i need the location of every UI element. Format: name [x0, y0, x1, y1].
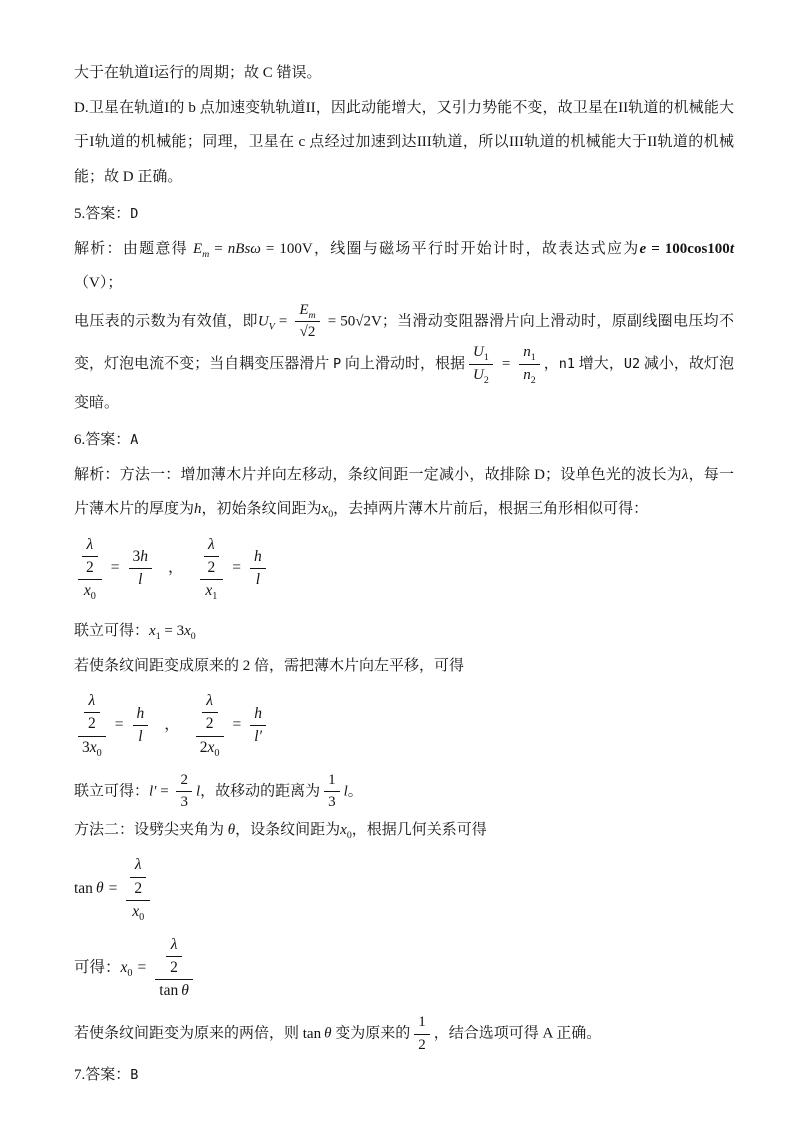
math-var-x: x	[89, 738, 97, 756]
text: 可得：	[74, 958, 121, 976]
math-var-theta: θ	[324, 1025, 332, 1042]
text: ，故移动的距离为	[200, 783, 321, 800]
math-var-lambda: λ	[206, 692, 213, 710]
math-op: =	[274, 313, 292, 330]
text: 解析：由题意得	[74, 240, 193, 257]
text: D.卫星在轨道I的 b 点加速变轨轨道II，因此动能增大，又引力势能不变，故卫星在II轨道的机械能大于I轨道的机械能；同理，卫星在 c 点经过加速到达III轨道，所以III轨道的机械能大于II轨道的机械能；故 D 正确。	[74, 99, 734, 185]
math-var-h: h	[254, 547, 262, 565]
numerator	[78, 691, 106, 736]
numerator	[196, 691, 224, 736]
math-var-x: x	[132, 902, 140, 920]
fraction-lambda-over-2	[166, 935, 182, 978]
math-var-x: x	[207, 738, 215, 756]
numerator	[204, 535, 220, 557]
text: 联立可得：	[74, 623, 150, 640]
text: 向上滑动时，根据	[341, 355, 466, 372]
math-var-l: l	[138, 571, 143, 589]
numerator: 2	[176, 771, 192, 793]
math-fn-tan: tan	[159, 982, 179, 1000]
text: 联立可得：	[74, 783, 150, 800]
math-var-m: m	[308, 309, 316, 321]
denominator: 2	[86, 558, 94, 576]
math-var-nBsw: nBsω	[227, 240, 261, 257]
math-sub: 1	[212, 591, 218, 603]
text: 增大，	[575, 355, 624, 372]
math-var-l: l	[255, 571, 261, 589]
math-sub: 1	[155, 631, 161, 643]
math-var-lambda: λ	[170, 936, 178, 954]
fraction-lambda-over-2	[204, 535, 220, 578]
fraction-1-over-2	[414, 1013, 430, 1055]
math-sub: 0	[139, 911, 145, 923]
text: ；当滑动变阻器滑片向上滑动时，原副线圈电压均不变，灯泡电流不变；当自耦变压器滑片	[74, 313, 734, 372]
denominator	[250, 726, 266, 747]
math-num-3: 3	[82, 738, 90, 756]
denominator	[469, 365, 493, 386]
math-text: = 50√2V	[323, 313, 382, 330]
text: ，去掉两片薄木片前后，根据三角形相似可得：	[333, 501, 649, 518]
text: ，初始条纹间距为	[201, 501, 322, 518]
math-op: =	[137, 958, 147, 976]
math-var-x: x	[205, 582, 213, 599]
answer-7-heading	[74, 1058, 734, 1093]
fraction-h-over-l	[250, 547, 266, 590]
math-op: =	[232, 559, 242, 577]
math-var-n: n	[523, 366, 531, 383]
math-var-x: x	[83, 582, 91, 599]
formula-similar-triangles-2	[74, 691, 734, 759]
numerator	[84, 691, 100, 713]
denominator	[200, 580, 224, 602]
numerator	[126, 855, 150, 900]
math-op: =	[156, 783, 173, 800]
denominator	[155, 980, 193, 1001]
fraction-lambda-over-2	[82, 535, 98, 578]
math-sub: 0	[214, 747, 220, 759]
fraction-U1-over-U2	[469, 343, 493, 386]
math-op: =	[232, 715, 242, 733]
text: ，结合选项可得 A 正确。	[433, 1025, 602, 1042]
solution-6-combine-2	[74, 771, 734, 813]
math-var-U: U	[473, 343, 484, 360]
fraction-1-over-3	[324, 771, 340, 813]
text: 大于在轨道I运行的周期；故 C 错误。	[74, 65, 322, 81]
math-sub	[309, 310, 316, 321]
numerator	[130, 855, 146, 877]
math-sub: 1	[530, 351, 536, 363]
numerator	[469, 343, 493, 365]
fraction-lambda2-over-x0	[78, 535, 102, 603]
formula-x0-result	[74, 935, 734, 1001]
denominator: 2	[205, 715, 214, 733]
math-var-x: x	[120, 958, 128, 976]
solution-5-line1	[74, 232, 734, 301]
answer-label: 6.答案：	[74, 432, 131, 449]
math-var-l: l	[195, 783, 201, 800]
answer-label: 7.答案：	[74, 1067, 131, 1084]
numerator	[129, 547, 153, 569]
math-var-lambda: λ	[86, 535, 94, 553]
numerator	[295, 301, 319, 323]
solution-6-shift-text	[74, 649, 734, 684]
math-fn-tan: tan	[302, 1025, 322, 1042]
math-var-x: x	[184, 623, 191, 640]
denominator: √2	[299, 324, 316, 341]
math-var-x: x	[340, 821, 347, 838]
fraction-2-over-3	[176, 771, 192, 813]
math-var-x: x	[149, 623, 156, 640]
math-var-h: h	[194, 501, 202, 518]
numerator	[82, 535, 98, 557]
math-text-cos: = 100cos100	[646, 240, 730, 257]
math-sub: 0	[190, 631, 196, 643]
formula-tan-theta	[74, 855, 734, 923]
math-sub: 0	[96, 747, 102, 759]
numerator	[519, 343, 539, 365]
fraction-3h-over-l	[129, 547, 153, 590]
math-var-h: h	[254, 704, 263, 722]
answer-label: 5.答案：	[74, 206, 131, 222]
math-sub: 2	[530, 374, 536, 386]
math-var-V: V	[268, 321, 275, 333]
separator-comma: ，	[168, 559, 184, 577]
numerator	[200, 535, 224, 580]
text: 若使条纹间距变成原来的 2 倍，需把薄木片向左平移，可得	[74, 657, 465, 674]
denominator	[196, 737, 224, 759]
math-var-lambda: λ	[88, 692, 96, 710]
math-sub: 0	[328, 509, 334, 521]
denominator	[250, 569, 266, 590]
math-var-lambda: λ	[208, 535, 215, 553]
denominator: 3	[180, 794, 188, 811]
denominator: 3	[328, 794, 336, 811]
answer-5-heading	[74, 197, 734, 232]
math-var-U2: U2	[623, 355, 641, 372]
math-var-h: h	[140, 547, 148, 565]
denominator: 2	[170, 959, 178, 977]
text: ，设条纹间距为	[235, 821, 341, 838]
text: 解析：方法一：增加薄木片并向左移动，条纹间距一定减小，故排除 D；设单色光的波长为	[74, 466, 682, 483]
math-sub: 0	[90, 591, 96, 603]
denominator	[78, 580, 102, 602]
math-op: =	[209, 240, 228, 257]
math-var-U: U	[257, 313, 269, 330]
answer-letter: B	[130, 1067, 139, 1084]
math-var-theta: θ	[181, 982, 189, 1000]
text: 电压表的示数为有效值，即	[74, 313, 258, 330]
math-sub: 0	[127, 967, 133, 979]
math-var-E: E	[299, 301, 309, 318]
numerator	[155, 935, 193, 980]
text: 若使条纹间距变为原来的两倍，则	[74, 1025, 303, 1042]
math-var-lambda: λ	[681, 466, 689, 483]
math-var-E: E	[192, 240, 203, 257]
numerator	[78, 535, 102, 580]
denominator	[126, 901, 150, 923]
text: 方法二：设劈尖夹角为	[74, 821, 228, 838]
math-var-n: n	[523, 343, 531, 360]
fraction-lambda2-over-2x0	[196, 691, 224, 759]
solution-6-method1-intro	[74, 458, 734, 527]
separator-comma: ，	[164, 715, 180, 733]
math-var-lambda: λ	[134, 856, 142, 874]
denominator: 2	[207, 558, 216, 576]
math-op: =	[108, 879, 118, 897]
fraction-lambda2-over-tantheta	[155, 935, 193, 1001]
fraction-lambda2-over-x0	[126, 855, 150, 923]
solution-6-combine-1	[74, 614, 734, 649]
math-var-n1: n1	[558, 355, 576, 372]
math-var-m: m	[202, 248, 210, 260]
math-num-3: 3	[132, 547, 141, 565]
math-op: =	[110, 559, 120, 577]
answer-6-heading	[74, 423, 734, 458]
text: ，线圈与磁场平行时开始计时，故表达式应为	[312, 240, 640, 257]
text: 。	[347, 783, 363, 800]
fraction-lambda2-over-3x0	[78, 691, 106, 759]
math-var-l: l	[343, 783, 348, 800]
numerator	[250, 547, 266, 569]
fraction-n1-over-n2	[519, 343, 539, 386]
numerator	[250, 704, 266, 726]
paragraph-q4-option-d	[74, 91, 734, 195]
math-var-theta: θ	[95, 879, 104, 897]
fraction-lambda2-over-x1	[200, 535, 224, 603]
denominator: 2	[88, 715, 96, 733]
numerator: 1	[324, 771, 340, 793]
math-var-U: U	[473, 366, 484, 383]
math-var-theta: θ	[227, 821, 236, 838]
text: 减小，故灯泡变暗。	[74, 355, 734, 411]
answer-letter: A	[130, 432, 139, 449]
text: （V）；	[74, 275, 123, 291]
math-var-lprime: l′	[254, 727, 262, 745]
answer-letter: D	[130, 206, 139, 222]
denominator	[133, 726, 149, 747]
numerator	[202, 691, 218, 713]
text: ，	[543, 355, 559, 372]
math-var-P: P	[333, 355, 342, 372]
math-sub: 1	[483, 351, 489, 363]
math-var-l: l	[138, 727, 143, 745]
fraction-h-over-lprime	[250, 704, 266, 747]
math-var-e: e	[639, 240, 647, 257]
denominator	[519, 365, 539, 386]
math-op: =	[501, 355, 511, 372]
solution-5-line2	[74, 301, 734, 421]
math-num-2: 2	[199, 738, 208, 756]
numerator	[166, 935, 182, 957]
text: 变为原来的	[331, 1025, 411, 1042]
math-var-h: h	[136, 704, 145, 722]
denominator	[78, 737, 106, 759]
formula-similar-triangles-1	[74, 535, 734, 603]
numerator	[133, 704, 149, 726]
fraction-lambda-over-2	[84, 691, 100, 734]
fraction-lambda-over-2	[202, 691, 218, 734]
text: ，根据几何关系可得	[351, 821, 487, 838]
numerator: 1	[414, 1013, 430, 1035]
fraction-h-over-l	[133, 704, 149, 747]
math-var-lprime: l′	[149, 783, 157, 800]
fraction-Em-over-sqrt2	[295, 301, 319, 343]
denominator	[129, 569, 153, 590]
text: ，每一片薄木片的厚度为	[74, 466, 734, 518]
math-var-x: x	[321, 501, 329, 518]
math-var-t: t	[729, 240, 734, 257]
math-text: = 100V	[260, 240, 313, 257]
math-sub: 0	[346, 829, 352, 841]
math-fn-tan: tan	[74, 879, 93, 897]
denominator: 2	[418, 1036, 426, 1053]
solution-6-method2-intro	[74, 813, 734, 848]
denominator: 2	[134, 879, 143, 897]
math-sub: 2	[483, 374, 489, 386]
math-op: =	[114, 715, 124, 733]
paragraph-q4-option-c	[74, 56, 734, 91]
fraction-lambda-over-2	[130, 855, 146, 898]
math-text: = 3	[160, 623, 185, 640]
solution-6-conclusion	[74, 1013, 734, 1055]
